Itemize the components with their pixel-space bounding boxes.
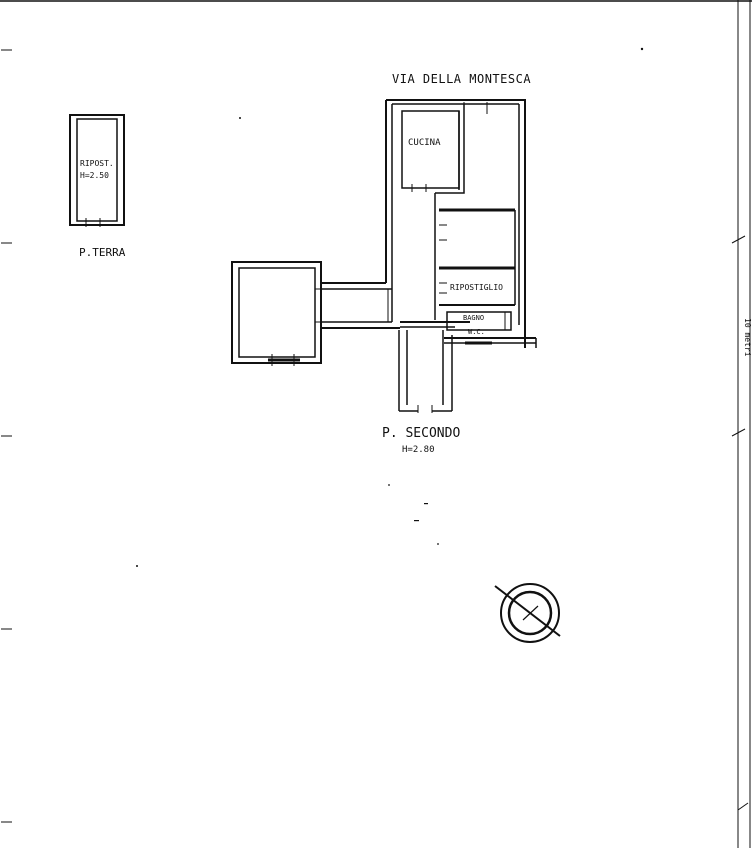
room-label-ripostiglio: RIPOSTIGLIO — [450, 283, 503, 292]
ground-room-height: H=2.50 — [80, 171, 109, 180]
ground-floor-title: P.TERRA — [79, 246, 126, 259]
second-floor-plan — [232, 100, 536, 413]
street-label: VIA DELLA MONTESCA — [392, 72, 532, 86]
second-floor-title: P. SECONDO — [382, 426, 461, 441]
scan-specks — [136, 48, 643, 567]
ground-room-label: RIPOST. — [80, 159, 114, 168]
compass-rose-icon — [495, 584, 560, 642]
room-label-cucina: CUCINA — [408, 138, 441, 148]
second-floor-height: H=2.80 — [402, 445, 435, 455]
room-label-bagno: BAGNO — [463, 314, 485, 322]
scale-note: 10 metri — [743, 318, 752, 357]
room-label-wc: W.C. — [468, 328, 485, 336]
